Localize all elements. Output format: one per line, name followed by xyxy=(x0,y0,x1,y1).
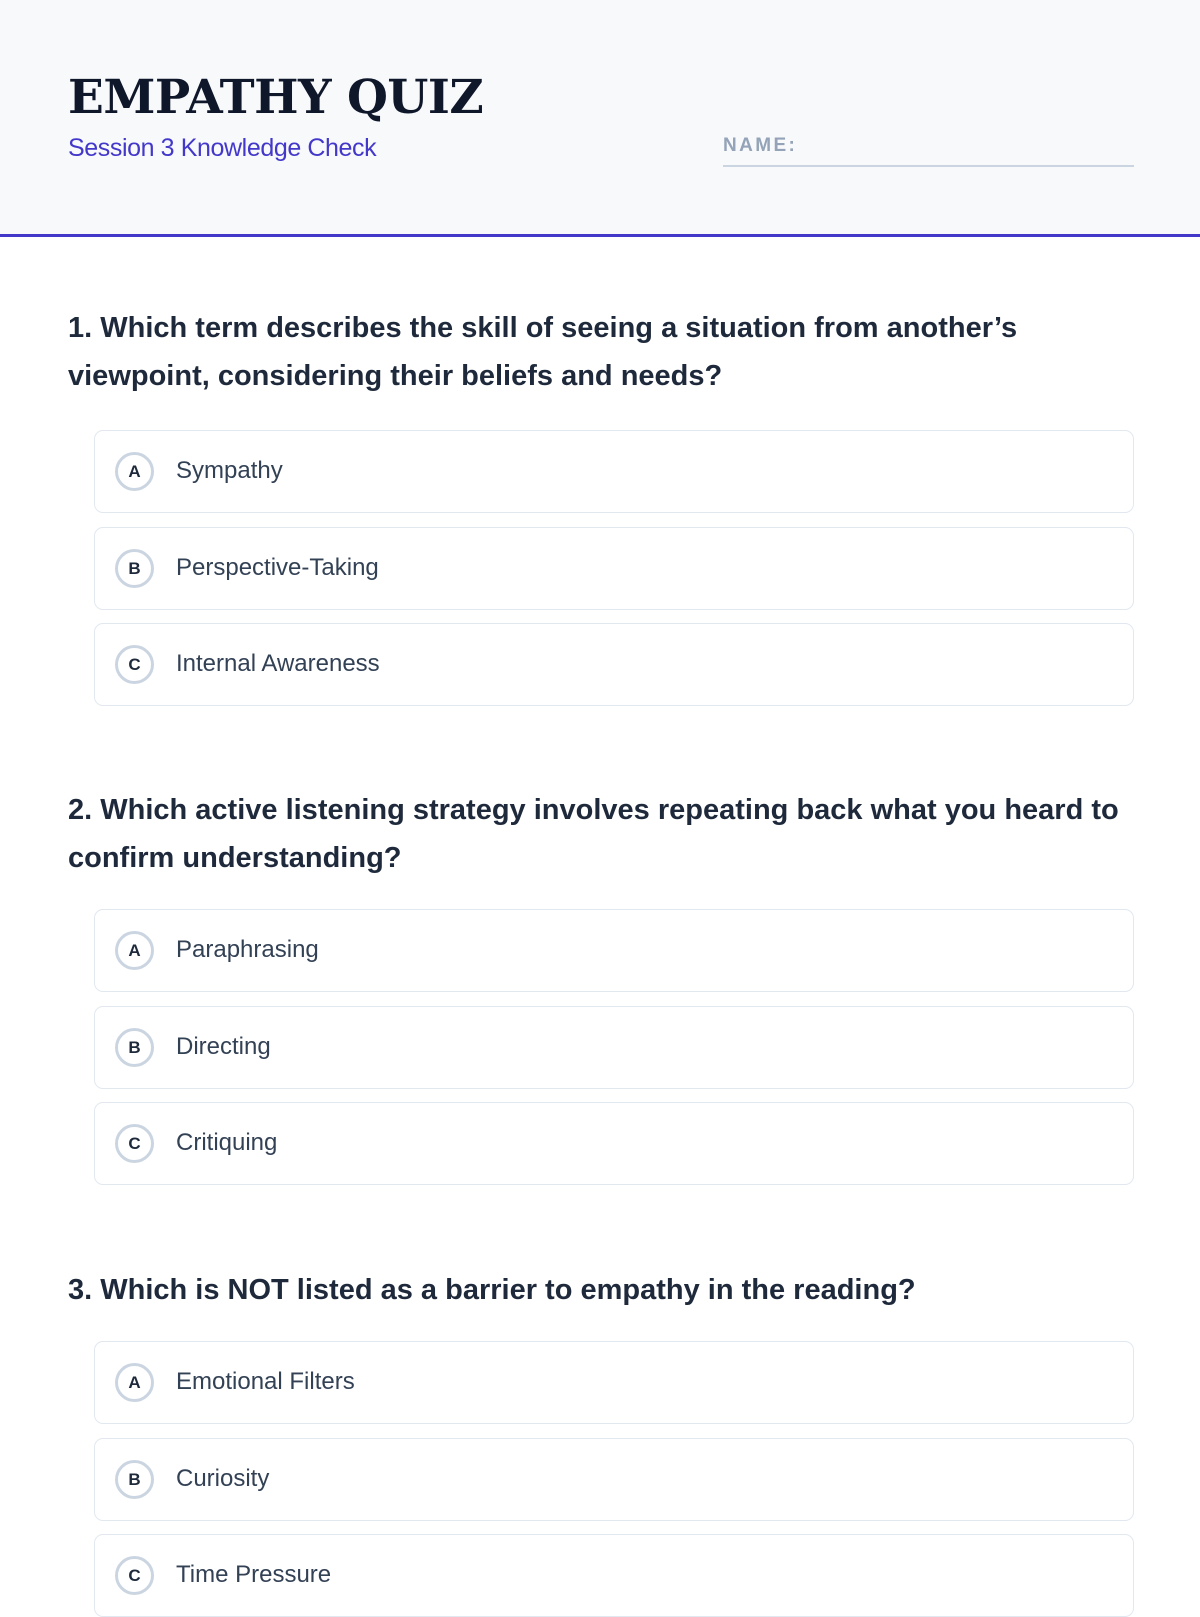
option-3a[interactable] xyxy=(94,1341,1134,1424)
option-text: Emotional Filters xyxy=(176,1368,355,1395)
question-text: 2. Which active listening strategy involves repeating back what you heard to confirm understanding? xyxy=(68,794,1119,874)
option-text: Time Pressure xyxy=(176,1561,332,1588)
question-text: 3. Which is NOT listed as a barrier to empathy in the reading? xyxy=(68,1274,916,1306)
option-2c[interactable] xyxy=(94,1102,1134,1185)
option-2b[interactable] xyxy=(94,1006,1134,1089)
option-letter: A xyxy=(115,931,154,970)
option-letter: C xyxy=(115,1556,154,1595)
option-2a[interactable] xyxy=(94,909,1134,992)
page-title: EMPATHY QUIZ xyxy=(68,70,484,125)
option-1a[interactable] xyxy=(94,430,1134,513)
option-text: Sympathy xyxy=(176,457,283,484)
option-1b[interactable] xyxy=(94,527,1134,610)
option-letter: C xyxy=(115,1124,154,1163)
option-3b[interactable] xyxy=(94,1438,1134,1521)
option-text: Critiquing xyxy=(176,1129,278,1156)
option-text: Paraphrasing xyxy=(176,936,319,963)
option-3c[interactable] xyxy=(94,1534,1134,1617)
option-text: Directing xyxy=(176,1033,271,1060)
option-text: Internal Awareness xyxy=(176,650,380,677)
name-field[interactable] xyxy=(723,131,1134,167)
name-label: NAME: xyxy=(723,135,798,156)
page-subtitle: Session 3 Knowledge Check xyxy=(68,134,377,162)
option-text: Perspective-Taking xyxy=(176,554,379,581)
option-text: Curiosity xyxy=(176,1465,270,1492)
option-1c[interactable] xyxy=(94,623,1134,706)
quiz-header xyxy=(0,0,1200,237)
option-letter: B xyxy=(115,1028,154,1067)
option-letter: A xyxy=(115,1363,154,1402)
option-letter: A xyxy=(115,452,154,491)
question-text: 1. Which term describes the skill of seeing a situation from another’s viewpoint, considering their beliefs and needs? xyxy=(68,312,1018,392)
option-letter: B xyxy=(115,549,154,588)
option-letter: B xyxy=(115,1460,154,1499)
option-letter: C xyxy=(115,645,154,684)
